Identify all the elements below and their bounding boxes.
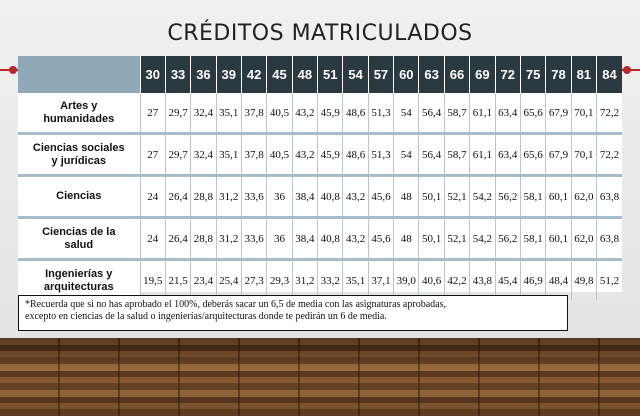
grade-cell: 24 xyxy=(140,218,165,260)
grade-cell: 35,1 xyxy=(343,260,368,301)
grade-cell: 63,4 xyxy=(495,134,520,176)
grade-cell: 61,1 xyxy=(470,93,495,134)
grade-cell: 48 xyxy=(394,176,419,218)
grade-cell: 52,1 xyxy=(444,176,469,218)
footnote-box xyxy=(18,295,568,331)
grade-cell: 37,8 xyxy=(241,134,266,176)
row-label-line: Artes y xyxy=(60,99,98,112)
row-label-line: salud xyxy=(64,238,94,251)
column-header-credits: 78 xyxy=(546,56,571,93)
grade-cell: 23,4 xyxy=(191,260,216,301)
column-header-credits: 33 xyxy=(165,56,190,93)
grade-cell: 61,1 xyxy=(470,134,495,176)
column-header-credits: 69 xyxy=(470,56,495,93)
table-body xyxy=(18,93,622,300)
grade-cell: 60,1 xyxy=(546,176,571,218)
grade-cell: 45,9 xyxy=(318,93,343,134)
grade-cell: 45,4 xyxy=(495,260,520,301)
grade-cell: 37,8 xyxy=(241,93,266,134)
grade-cell: 54 xyxy=(394,93,419,134)
column-header-credits: 51 xyxy=(318,56,343,93)
row-label-branch xyxy=(18,176,140,218)
grade-cell: 43,2 xyxy=(292,134,317,176)
grade-cell: 62,0 xyxy=(571,218,596,260)
column-header-credits: 57 xyxy=(368,56,393,93)
grade-cell: 28,8 xyxy=(191,218,216,260)
grade-cell: 40,5 xyxy=(267,134,292,176)
grade-cell: 40,8 xyxy=(318,218,343,260)
column-header-credits: 36 xyxy=(191,56,216,93)
grade-cell: 39,0 xyxy=(394,260,419,301)
column-header-credits: 81 xyxy=(571,56,596,93)
grade-cell: 50,1 xyxy=(419,176,444,218)
grade-cell: 70,1 xyxy=(571,93,596,134)
slide-title: CRÉDITOS MATRICULADOS xyxy=(167,21,473,46)
table-row xyxy=(18,134,622,176)
grade-cell: 49,8 xyxy=(571,260,596,301)
grade-cell: 26,4 xyxy=(165,218,190,260)
credits-table xyxy=(18,56,622,300)
footnote-line: excepto en ciencias de la salud o ingenierías/arquitecturas donde te pedirán un 6 de media. xyxy=(25,311,387,322)
grade-cell: 58,7 xyxy=(444,134,469,176)
footnote-line: *Recuerda que si no has aprobado el 100%, deberás sacar un 6,5 de media con las asignaturas aprobadas, xyxy=(25,299,446,310)
grade-cell: 51,2 xyxy=(599,274,620,287)
grade-cell: 72,2 xyxy=(597,134,623,176)
column-header-credits: 75 xyxy=(520,56,545,93)
grade-cell: 46,9 xyxy=(520,260,545,301)
grade-cell: 29,3 xyxy=(267,260,292,301)
row-label-branch xyxy=(18,134,140,176)
table-row xyxy=(18,93,622,134)
column-header-credits: 42 xyxy=(241,56,266,93)
grade-cell: 54,2 xyxy=(470,176,495,218)
grade-cell: 54 xyxy=(394,134,419,176)
grade-cell: 58,1 xyxy=(520,218,545,260)
grade-cell: 37,1 xyxy=(368,260,393,301)
credits-table-container xyxy=(18,56,622,292)
grade-cell: 43,2 xyxy=(292,93,317,134)
grade-cell: 27 xyxy=(140,93,165,134)
grade-cell: 26,4 xyxy=(165,176,190,218)
grade-cell: 31,2 xyxy=(216,218,241,260)
grade-cell: 40,5 xyxy=(267,93,292,134)
grade-cell: 56,4 xyxy=(419,93,444,134)
grade-cell: 63,8 xyxy=(597,176,623,218)
row-label-line: y jurídicas xyxy=(51,154,106,167)
column-header-credits: 72 xyxy=(495,56,520,93)
grade-cell: 48,4 xyxy=(546,260,571,301)
grade-cell: 42,2 xyxy=(444,260,469,301)
grade-cell: 63,8 xyxy=(597,218,623,260)
column-header-credits: 63 xyxy=(419,56,444,93)
grade-cell: 33,6 xyxy=(241,218,266,260)
grade-cell: 48,6 xyxy=(343,93,368,134)
column-header-credits: 54 xyxy=(343,56,368,93)
table-row xyxy=(18,260,622,301)
grade-cell: 27 xyxy=(140,134,165,176)
table-row xyxy=(18,176,622,218)
grade-cell: 40,6 xyxy=(419,260,444,301)
row-label-line: humanidades xyxy=(43,112,115,125)
column-header-credits: 48 xyxy=(292,56,317,93)
accent-dot-right xyxy=(623,66,631,74)
grade-cell: 36 xyxy=(267,176,292,218)
grade-cell: 48,6 xyxy=(343,134,368,176)
grade-cell: 56,4 xyxy=(419,134,444,176)
grade-cell: 52,1 xyxy=(444,218,469,260)
column-header-credits: 39 xyxy=(216,56,241,93)
table-corner-cell xyxy=(18,56,140,93)
grade-cell: 62,0 xyxy=(571,176,596,218)
grade-cell: 65,6 xyxy=(520,93,545,134)
grade-cell: 63,4 xyxy=(495,93,520,134)
column-header-credits: 66 xyxy=(444,56,469,93)
column-header-credits: 45 xyxy=(267,56,292,93)
column-header-credits: 30 xyxy=(140,56,165,93)
grade-cell: 31,2 xyxy=(216,176,241,218)
grade-cell: 58,1 xyxy=(520,176,545,218)
floor-shadow xyxy=(0,338,640,416)
row-label-line: arquitecturas xyxy=(43,280,114,293)
grade-cell: 45,9 xyxy=(318,134,343,176)
grade-cell: 43,8 xyxy=(470,260,495,301)
column-header-credits: 84 xyxy=(597,56,623,93)
row-label-line: Ciencias de la xyxy=(42,225,116,238)
accent-dot-left xyxy=(9,66,17,74)
grade-cell: 24 xyxy=(140,176,165,218)
grade-cell: 21,5 xyxy=(165,260,190,301)
row-label-branch xyxy=(18,218,140,260)
row-label-branch xyxy=(18,260,140,301)
grade-cell: 40,8 xyxy=(318,176,343,218)
grade-cell: 38,4 xyxy=(292,218,317,260)
grade-cell: 45,6 xyxy=(368,176,393,218)
grade-cell: 38,4 xyxy=(292,176,317,218)
grade-cell: 29,7 xyxy=(165,134,190,176)
row-label-branch xyxy=(18,93,140,134)
grade-cell: 51,3 xyxy=(368,134,393,176)
grade-cell: 60,1 xyxy=(546,218,571,260)
grade-cell: 43,2 xyxy=(343,176,368,218)
grade-cell: 43,2 xyxy=(343,218,368,260)
grade-cell: 48 xyxy=(394,218,419,260)
row-label-line: Ciencias sociales xyxy=(32,141,125,154)
grade-cell: 36 xyxy=(267,218,292,260)
grade-cell: 72,2 xyxy=(597,93,623,134)
grade-cell: 58,7 xyxy=(444,93,469,134)
grade-cell: 31,2 xyxy=(292,260,317,301)
grade-cell: 35,1 xyxy=(216,134,241,176)
grade-cell: 33,2 xyxy=(318,260,343,301)
grade-cell: 27,3 xyxy=(241,260,266,301)
grade-cell: 32,4 xyxy=(191,93,216,134)
grade-cell: 56,2 xyxy=(495,176,520,218)
grade-cell: 65,6 xyxy=(520,134,545,176)
grade-cell: 32,4 xyxy=(191,134,216,176)
grade-cell: 51,3 xyxy=(368,93,393,134)
grade-cell: 33,6 xyxy=(241,176,266,218)
grade-cell: 67,9 xyxy=(546,93,571,134)
grade-cell: 45,6 xyxy=(368,218,393,260)
grade-cell: 25,4 xyxy=(216,260,241,301)
grade-cell: 67,9 xyxy=(546,134,571,176)
grade-cell: 35,1 xyxy=(216,93,241,134)
table-row xyxy=(18,218,622,260)
grade-cell: 28,8 xyxy=(191,176,216,218)
grade-cell: 70,1 xyxy=(571,134,596,176)
grade-cell: 50,1 xyxy=(419,218,444,260)
grade-cell: 19,5 xyxy=(140,260,165,301)
table-header-row xyxy=(18,56,622,93)
column-header-credits: 60 xyxy=(394,56,419,93)
grade-cell: 54,2 xyxy=(470,218,495,260)
grade-cell: 29,7 xyxy=(165,93,190,134)
row-label-line: Ingenierías y xyxy=(45,267,113,280)
grade-cell: 56,2 xyxy=(495,218,520,260)
row-label-line: Ciencias xyxy=(56,190,102,202)
